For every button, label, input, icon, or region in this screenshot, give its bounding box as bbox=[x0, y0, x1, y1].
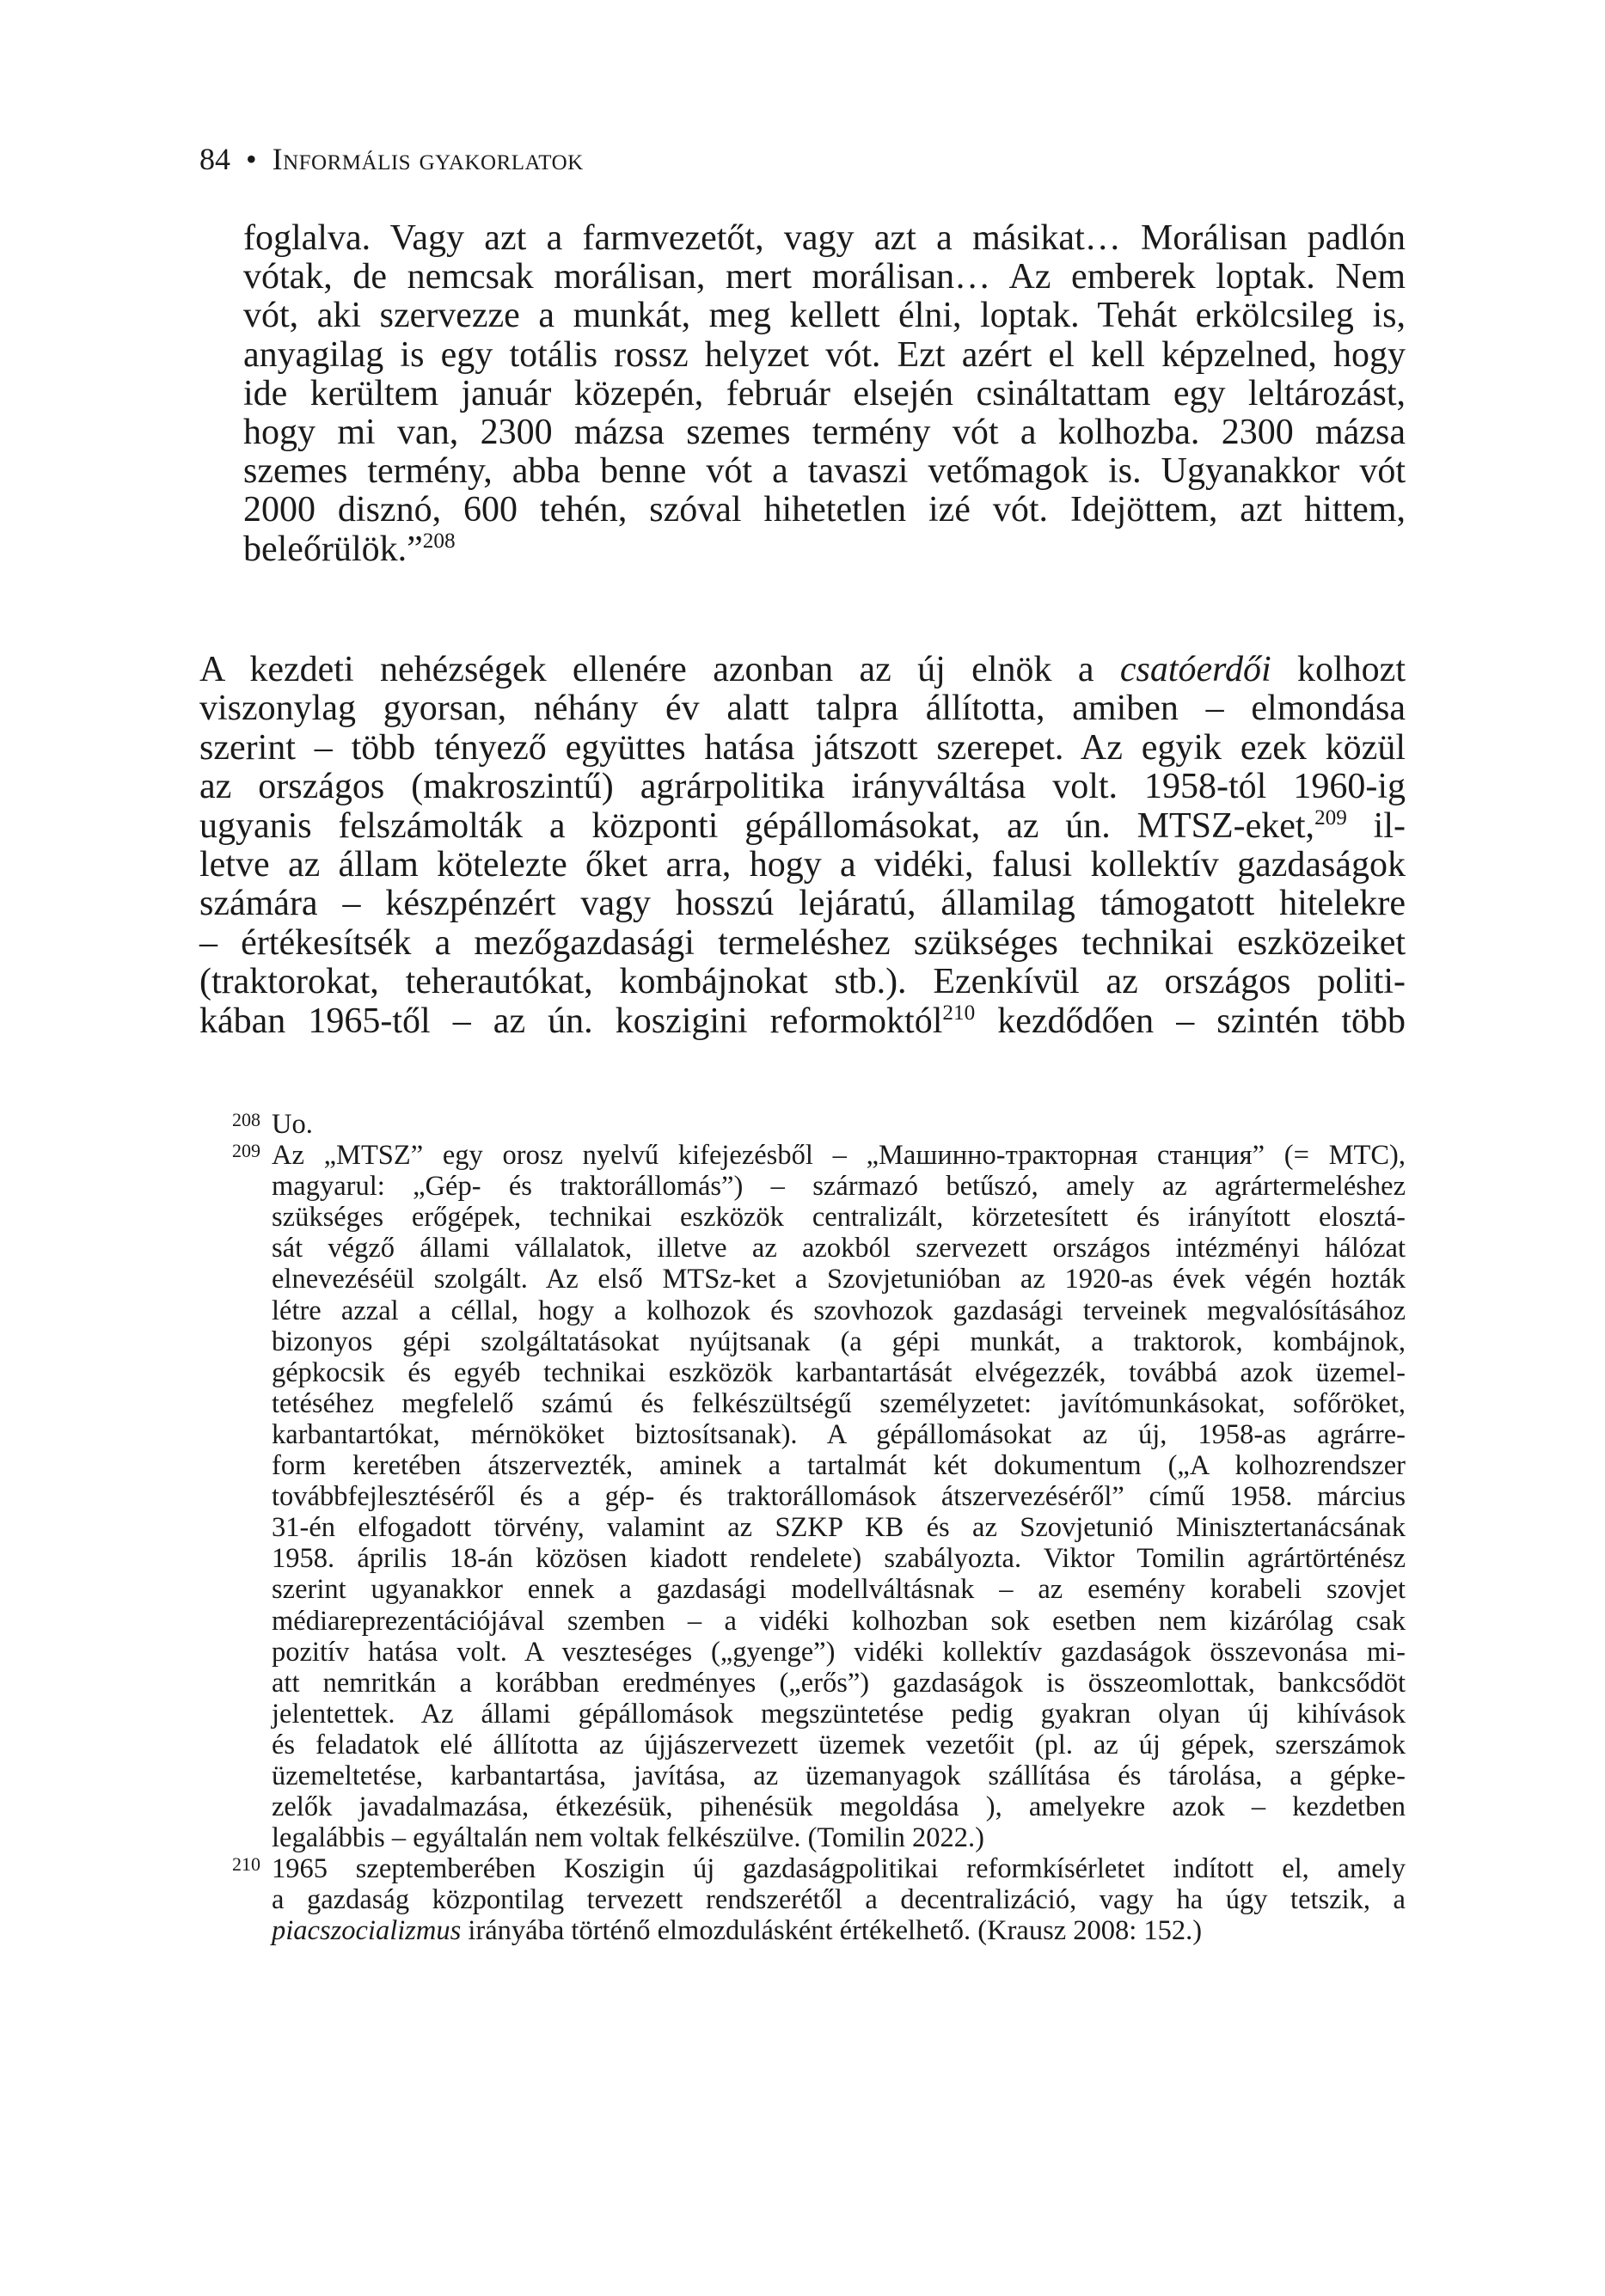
footnote-209 bbox=[232, 1140, 1406, 1853]
paragraph-line bbox=[199, 651, 1406, 689]
footnote-ref-210: 210 bbox=[942, 1001, 976, 1025]
footnote-line: tetéséhez megfelelő számú és felkészültségű személyzetet: javítómunkásokat, sofőröket, bbox=[272, 1387, 1406, 1419]
paragraph-line: letve az állam kötelezte őket arra, hogy a vidéki, falusi kollektív gazdaságok bbox=[199, 845, 1406, 885]
paragraph-line: – értékesítsék a mezőgazdasági termeléshez szükséges technikai eszközeiket bbox=[199, 922, 1406, 963]
footnote-line: és feladatok elé állította az újjászervezett üzemek vezetőit (pl. az új gépek, szerszámok bbox=[272, 1729, 1406, 1760]
footnote-line: 1965 szeptemberében Koszigin új gazdaságpolitikai reformkísérletet indított el, amely bbox=[272, 1853, 1406, 1885]
paragraph-line: az országos (makroszintű) agrárpolitika irányváltása volt. 1958-tól 1960-ig bbox=[199, 767, 1406, 807]
paragraph-text: ugyanis felszámolták a központi gépállomásokat, az ún. MTSZ-eket, bbox=[199, 805, 1315, 846]
footnote-line: elnevezéséül szolgált. Az első MTSz-ket a Szovjetunióban az 1920-as évek végén hozták bbox=[272, 1264, 1406, 1295]
header-bullet: • bbox=[246, 142, 257, 176]
paragraph-line: szerint – több tényező együttes hatása játszott szerepet. Az egyik ezek közül bbox=[199, 727, 1406, 768]
paragraph-text: A kezdeti nehézségek ellenére azonban az új elnök a bbox=[199, 650, 1120, 689]
footnote-line: jelentettek. Az állami gépállomások megszüntetése pedig gyakran olyan új kihívások bbox=[272, 1698, 1406, 1730]
footnote-line: sát végző állami vállalatok, illetve az azokból szervezett országos intézményi hálózat bbox=[272, 1233, 1406, 1264]
quote-line: hogy mi van, 2300 mázsa szemes termény vót a kolhozba. 2300 mázsa bbox=[243, 413, 1406, 453]
footnote-line: létre azzal a céllal, hogy a kolhozok és szovhozok gazdasági terveinek megvalósításához bbox=[272, 1295, 1406, 1326]
footnote-line: szerint ugyanakkor ennek a gazdasági modellváltásnak – az esemény korabeli szovjet bbox=[272, 1574, 1406, 1606]
paragraph-line: viszonylag gyorsan, néhány év alatt talpra állította, amiben – elmondása bbox=[199, 689, 1406, 729]
quote-line: anyagilag is egy totális rossz helyzet vót. Ezt azért el kell képzelned, hogy bbox=[243, 334, 1406, 375]
main-paragraph bbox=[199, 651, 1406, 1041]
footnote-line: szükséges erőgépek, technikai eszközök centralizált, körzetesített és irányított elosztá- bbox=[272, 1202, 1406, 1234]
interview-quote bbox=[243, 219, 1406, 569]
quote-line: szemes termény, abba benne vót a tavaszi vetőmagok is. Ugyanakkor vót bbox=[243, 451, 1406, 492]
paragraph-text: kában 1965-től – az ún. koszigini reformoktól bbox=[199, 1001, 943, 1041]
footnote-208 bbox=[232, 1109, 1406, 1140]
footnote-number: 208 bbox=[232, 1109, 260, 1130]
footnote-line: magyarul: „Gép- és traktorállomás”) – származó betűszó, amely az agrártermeléshez bbox=[272, 1171, 1406, 1203]
paragraph-line bbox=[199, 1002, 1406, 1041]
footnote-line: form keretében átszervezték, aminek a tartalmát két dokumentum („A kolhozrendszer bbox=[272, 1450, 1406, 1482]
footnote-line: továbbfejlesztéséről és a gép- és traktorállomások átszervezéséről” című 1958. március bbox=[272, 1481, 1406, 1513]
footnote-number: 209 bbox=[232, 1140, 260, 1162]
quote-line: ide kerültem január közepén, február elsején csináltattam egy leltározást, bbox=[243, 373, 1406, 413]
page-number: 84 bbox=[199, 142, 230, 176]
footnote-line: a gazdaság központilag tervezett rendszerétől a decentralizáció, vagy ha úgy tetszik, a bbox=[272, 1884, 1406, 1916]
emphasized-place-name: csatóerdői bbox=[1119, 650, 1271, 689]
footnote-ref-208: 208 bbox=[422, 529, 456, 553]
footnote-line: Uo. bbox=[272, 1109, 313, 1140]
footnote-line: 31-én elfogadott törvény, valamint az SZKP KB és az Szovjetunió Minisztertanácsának bbox=[272, 1512, 1406, 1544]
emphasized-term: piacszocializmus bbox=[272, 1915, 462, 1947]
footnote-line: 1958. április 18-án közösen kiadott rendelete) szabályozta. Viktor Tomilin agrártörténész bbox=[272, 1543, 1406, 1575]
footnote-line: Az „MTSZ” egy orosz nyelvű kifejezésből – „Машинно-тракторная станция” (= MTC), bbox=[272, 1140, 1406, 1172]
quote-line: vót, aki szervezze a munkát, meg kellett élni, loptak. Tehát erkölcsileg is, bbox=[243, 296, 1406, 336]
quote-line: vótak, de nemcsak morálisan, mert morálisan… Az emberek loptak. Nem bbox=[243, 257, 1406, 297]
paragraph-text: kolhozt bbox=[1271, 650, 1406, 689]
footnote-line: bizonyos gépi szolgáltatásokat nyújtsanak (a gépi munkát, a traktorok, kombájnok, bbox=[272, 1326, 1406, 1357]
paragraph-line bbox=[199, 807, 1406, 846]
footnote-ref-209: 209 bbox=[1314, 805, 1347, 830]
quote-line bbox=[243, 530, 1406, 569]
footnote-text: irányába történő elmozdulásként értékelhető. (Krausz 2008: 152.) bbox=[461, 1915, 1203, 1947]
footnote-line bbox=[272, 1915, 1406, 1946]
footnote-line: pozitív hatása volt. A veszteséges („gyenge”) vidéki kollektív gazdaságok összevonása mi- bbox=[272, 1636, 1406, 1668]
paragraph-line: (traktorokat, teherautókat, kombájnokat stb.). Ezenkívül az országos politi- bbox=[199, 962, 1406, 1002]
running-header bbox=[199, 140, 584, 178]
paragraph-text: kezdődően – szintén több bbox=[975, 1001, 1406, 1041]
footnote-line: legalábbis – egyáltalán nem voltak felkészülve. (Tomilin 2022.) bbox=[272, 1822, 984, 1854]
quote-line: foglalva. Vagy azt a farmvezetőt, vagy azt a másikat… Morálisan padlón bbox=[243, 218, 1406, 258]
quote-last-text: beleőrülök.” bbox=[243, 529, 423, 569]
footnote-210 bbox=[232, 1853, 1406, 1946]
quote-line: 2000 disznó, 600 tehén, szóval hihetetlen izé vót. Idejöttem, azt hittem, bbox=[243, 490, 1406, 530]
paragraph-text: il- bbox=[1346, 805, 1406, 846]
footnote-number: 210 bbox=[232, 1853, 260, 1876]
footnote-line: üzemeltetése, karbantartása, javítása, az üzemanyagok szállítása és tárolása, a gépke- bbox=[272, 1760, 1406, 1791]
footnotes bbox=[232, 1109, 1406, 1947]
footnote-line: zelők javadalmazása, étkezésük, pihenésük megoldása ), amelyekre azok – kezdetben bbox=[272, 1791, 1406, 1823]
paragraph-line: számára – készpénzért vagy hosszú lejáratú, államilag támogatott hitelekre bbox=[199, 884, 1406, 924]
footnote-line: gépkocsik és egyéb technikai eszközök karbantartását elvégezzék, továbbá azok üzemel- bbox=[272, 1356, 1406, 1388]
footnote-line: médiareprezentációjával szemben – a vidéki kolhozban sok esetben nem kizárólag csak bbox=[272, 1605, 1406, 1637]
running-title: Informális gyakorlatok bbox=[272, 142, 584, 176]
footnote-line: att nemritkán a korábban eredményes („erős”) gazdaságok is összeomlottak, bankcsődöt bbox=[272, 1667, 1406, 1699]
footnote-line: karbantartókat, mérnököket biztosítsanak). A gépállomásokat az új, 1958-as agrárre- bbox=[272, 1418, 1406, 1450]
